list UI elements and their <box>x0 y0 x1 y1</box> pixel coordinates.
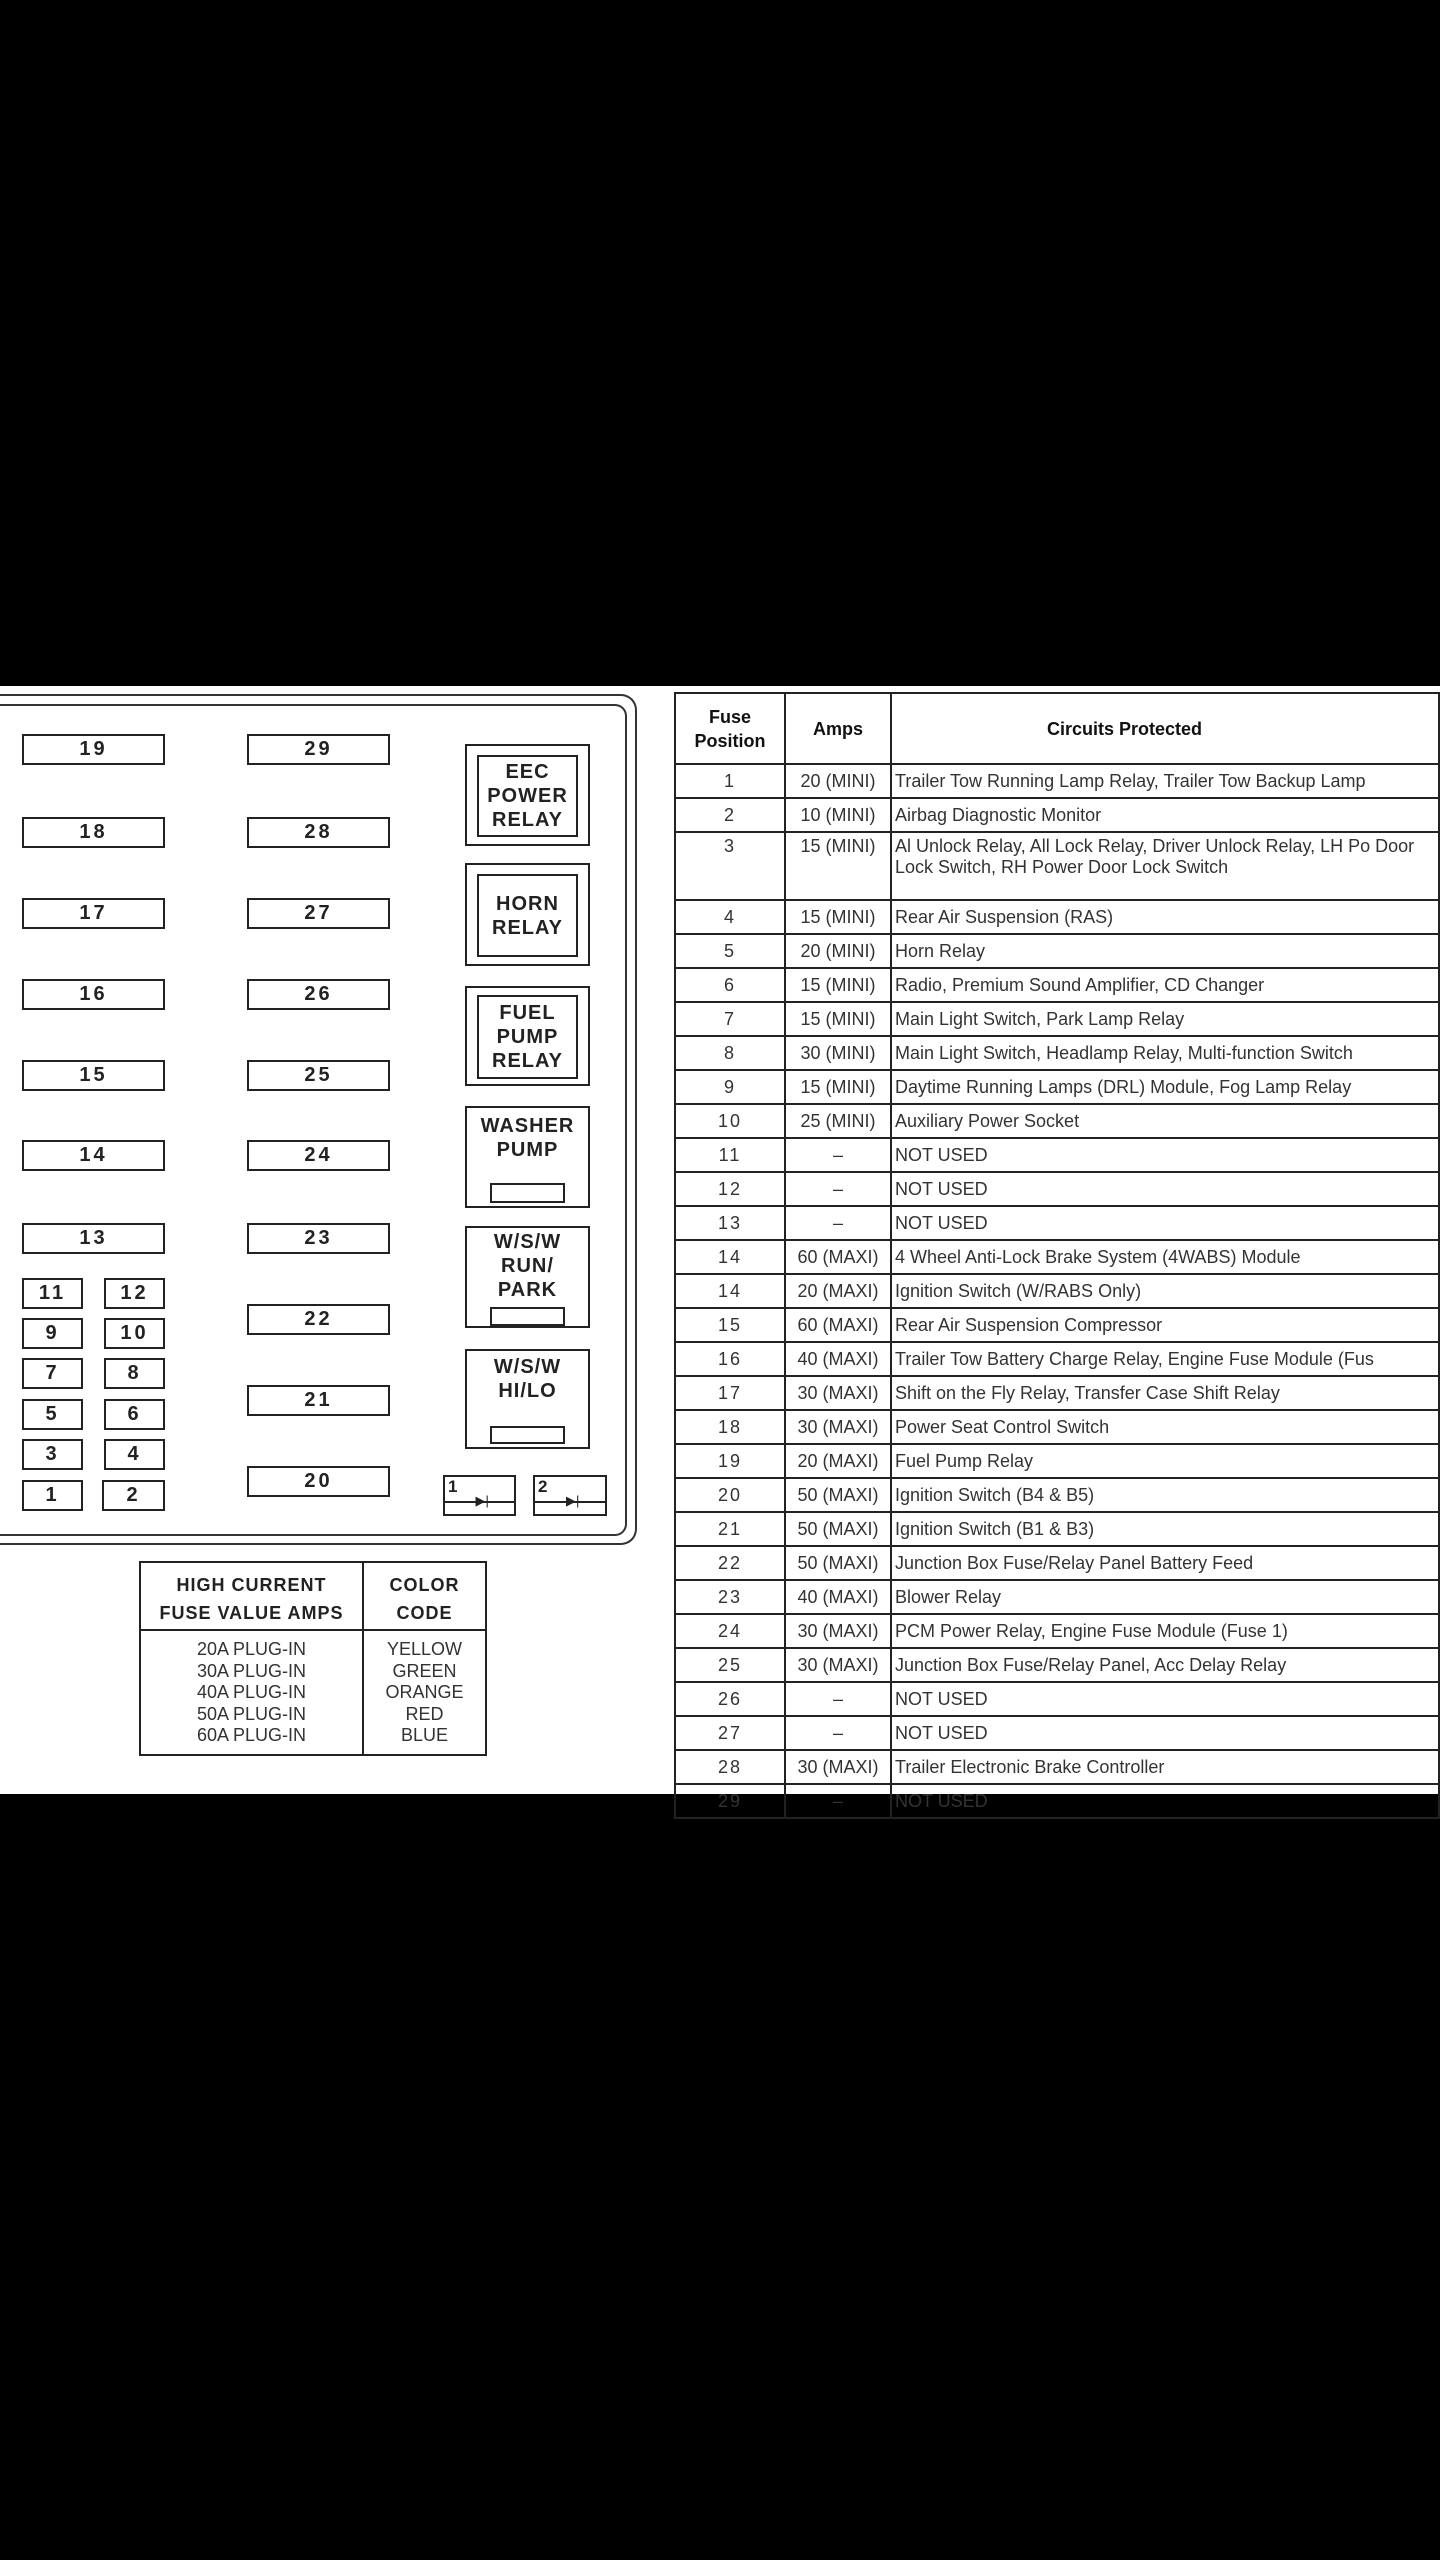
fuse-slot-25: 25 <box>247 1060 390 1091</box>
table-row <box>675 1682 1439 1716</box>
relay-label-line: HORN <box>496 892 559 915</box>
relay-label-line: PUMP <box>496 1139 559 1161</box>
legend-color: ORANGE <box>385 1682 464 1702</box>
legend-color: GREEN <box>392 1660 457 1681</box>
circuits-cell: PCM Power Relay, Engine Fuse Module (Fuse 1) <box>891 1614 1439 1648</box>
table-row <box>675 1512 1439 1546</box>
circuits-cell: NOT USED <box>891 1784 1439 1818</box>
circuits-cell: Fuel Pump Relay <box>891 1444 1439 1478</box>
table-row <box>675 1376 1439 1410</box>
table-row <box>675 798 1439 832</box>
washer-pump-relay <box>465 1106 590 1208</box>
table-row <box>675 1308 1439 1342</box>
amps-cell: 50 (MAXI) <box>785 1546 891 1580</box>
amps-cell: 15 (MINI) <box>785 1070 891 1104</box>
table-row <box>675 968 1439 1002</box>
fuse-position-cell: 18 <box>675 1410 785 1444</box>
fuse-position-cell: 2 <box>675 798 785 832</box>
fuse-position-cell: 9 <box>675 1070 785 1104</box>
relay-label-line: POWER <box>487 785 568 807</box>
fuse-position-cell: 26 <box>675 1682 785 1716</box>
fuse-slot-21: 21 <box>247 1385 390 1416</box>
circuits-cell: Rear Air Suspension Compressor <box>891 1308 1439 1342</box>
legend-header-line: HIGH CURRENT <box>176 1575 327 1595</box>
fuse-position-cell: 20 <box>675 1478 785 1512</box>
table-row <box>675 1172 1439 1206</box>
amps-cell: 40 (MAXI) <box>785 1580 891 1614</box>
amps-cell: – <box>785 1172 891 1206</box>
amps-cell: 60 (MAXI) <box>785 1240 891 1274</box>
table-row <box>675 1648 1439 1682</box>
table-row <box>675 1546 1439 1580</box>
relay-label-line: FUEL <box>499 1002 556 1024</box>
fuse-position-cell: 27 <box>675 1716 785 1750</box>
amps-cell: 30 (MAXI) <box>785 1410 891 1444</box>
amps-cell: 20 (MINI) <box>785 934 891 968</box>
amps-cell: 50 (MAXI) <box>785 1512 891 1546</box>
table-row <box>675 1206 1439 1240</box>
relay-label <box>467 1230 588 1302</box>
fuse-position-cell: 11 <box>675 1138 785 1172</box>
circuits-cell: NOT USED <box>891 1682 1439 1716</box>
amps-cell: 15 (MINI) <box>785 832 891 900</box>
wsw-run-park-relay <box>465 1226 590 1328</box>
fuse-slot-6: 6 <box>104 1399 165 1430</box>
fuse-position-cell: 29 <box>675 1784 785 1818</box>
table-row <box>675 1036 1439 1070</box>
table-row <box>675 1002 1439 1036</box>
fuse-slot-4: 4 <box>104 1439 165 1470</box>
fuse-position-cell: 25 <box>675 1648 785 1682</box>
fuse-color-legend <box>139 1561 487 1756</box>
amps-cell: 30 (MAXI) <box>785 1614 891 1648</box>
fuse-position-cell: 5 <box>675 934 785 968</box>
legend-values <box>141 1639 362 1747</box>
diode-icon: ▶| <box>565 1493 580 1508</box>
table-row <box>675 1070 1439 1104</box>
circuits-cell: 4 Wheel Anti-Lock Brake System (4WABS) Module <box>891 1240 1439 1274</box>
relay-label-line: RUN/ <box>501 1255 554 1277</box>
fuse-position-cell: 15 <box>675 1308 785 1342</box>
eec-power-relay <box>465 744 590 846</box>
fuse-position-cell: 21 <box>675 1512 785 1546</box>
circuits-cell: Main Light Switch, Park Lamp Relay <box>891 1002 1439 1036</box>
relay-label <box>477 755 578 837</box>
fuse-slot-26: 26 <box>247 979 390 1010</box>
fuse-slot-17: 17 <box>22 898 165 929</box>
legend-value: 40A PLUG-IN <box>196 1682 307 1702</box>
header-circuits: Circuits Protected <box>891 693 1439 764</box>
circuits-cell: Blower Relay <box>891 1580 1439 1614</box>
fuse-slot-8: 8 <box>104 1358 165 1389</box>
fuse-position-cell: 12 <box>675 1172 785 1206</box>
relay-label-line: RELAY <box>492 809 563 831</box>
table-row <box>675 1410 1439 1444</box>
fuse-position-cell: 1 <box>675 764 785 798</box>
legend-color: YELLOW <box>386 1639 463 1659</box>
legend-value: 20A PLUG-IN <box>196 1639 307 1659</box>
table-row <box>675 900 1439 934</box>
fuse-slot-14: 14 <box>22 1140 165 1171</box>
diode-number: 2 <box>538 1477 548 1496</box>
table-row <box>675 934 1439 968</box>
legend-color: BLUE <box>400 1725 449 1745</box>
amps-cell: – <box>785 1682 891 1716</box>
circuits-cell: Shift on the Fly Relay, Transfer Case Shift Relay <box>891 1376 1439 1410</box>
relay-label <box>467 1114 588 1162</box>
fuse-slot-23: 23 <box>247 1223 390 1254</box>
header-amps: Amps <box>785 693 891 764</box>
amps-cell: 20 (MAXI) <box>785 1274 891 1308</box>
table-row <box>675 764 1439 798</box>
relay-label-line: PUMP <box>496 1026 559 1048</box>
amps-cell: 30 (MINI) <box>785 1036 891 1070</box>
diode-number: 1 <box>448 1477 458 1496</box>
legend-header-divider <box>141 1629 485 1631</box>
circuits-cell: NOT USED <box>891 1138 1439 1172</box>
circuits-cell: Junction Box Fuse/Relay Panel, Acc Delay Relay <box>891 1648 1439 1682</box>
legend-color: RED <box>405 1703 444 1724</box>
circuits-cell: Radio, Premium Sound Amplifier, CD Changer <box>891 968 1439 1002</box>
fuse-slot-18: 18 <box>22 817 165 848</box>
legend-value: 30A PLUG-IN <box>196 1660 307 1681</box>
amps-cell: 30 (MAXI) <box>785 1376 891 1410</box>
fuse-slot-15: 15 <box>22 1060 165 1091</box>
fuse-slot-7: 7 <box>22 1358 83 1389</box>
relay-label <box>477 995 578 1079</box>
fuse-slot-10: 10 <box>104 1318 165 1349</box>
table-row <box>675 1784 1439 1818</box>
diode-2 <box>533 1475 607 1516</box>
table-row <box>675 1614 1439 1648</box>
circuits-cell: Rear Air Suspension (RAS) <box>891 900 1439 934</box>
relay-label-line: RELAY <box>492 1050 563 1072</box>
legend-header-amps <box>141 1571 362 1627</box>
circuits-cell: Trailer Tow Battery Charge Relay, Engine Fuse Module (Fus <box>891 1342 1439 1376</box>
fuse-slot-5: 5 <box>22 1399 83 1430</box>
fuse-position-cell: 3 <box>675 832 785 900</box>
relay-label <box>477 874 578 957</box>
circuits-cell: Ignition Switch (B4 & B5) <box>891 1478 1439 1512</box>
amps-cell: 30 (MAXI) <box>785 1648 891 1682</box>
legend-header-color <box>364 1571 485 1627</box>
horn-relay <box>465 863 590 966</box>
legend-colors <box>364 1639 485 1747</box>
legend-value: 50A PLUG-IN <box>196 1703 307 1724</box>
circuits-cell: Power Seat Control Switch <box>891 1410 1439 1444</box>
amps-cell: – <box>785 1206 891 1240</box>
circuits-cell: Daytime Running Lamps (DRL) Module, Fog Lamp Relay <box>891 1070 1439 1104</box>
table-row <box>675 1444 1439 1478</box>
amps-cell: 15 (MINI) <box>785 968 891 1002</box>
table-row <box>675 1104 1439 1138</box>
fuel-pump-relay <box>465 986 590 1086</box>
fuse-position-cell: 24 <box>675 1614 785 1648</box>
circuits-cell: Al Unlock Relay, All Lock Relay, Driver Unlock Relay, LH Po Door Lock Switch, RH Power Door Lock Switch <box>891 832 1439 900</box>
fuse-position-cell: 4 <box>675 900 785 934</box>
fuse-slot-2: 2 <box>102 1480 165 1511</box>
fuse-position-cell: 7 <box>675 1002 785 1036</box>
circuits-cell: Junction Box Fuse/Relay Panel Battery Feed <box>891 1546 1439 1580</box>
fuse-slot-11: 11 <box>22 1278 83 1309</box>
legend-header-line: FUSE VALUE AMPS <box>159 1603 344 1623</box>
fuse-slot-28: 28 <box>247 817 390 848</box>
fuse-slot-29: 29 <box>247 734 390 765</box>
amps-cell: 15 (MINI) <box>785 900 891 934</box>
fuse-slot-22: 22 <box>247 1304 390 1335</box>
table-header-row <box>675 693 1439 764</box>
fuse-position-cell: 28 <box>675 1750 785 1784</box>
circuits-cell: Horn Relay <box>891 934 1439 968</box>
table-row <box>675 1750 1439 1784</box>
relay-label-line: EEC <box>505 761 550 783</box>
amps-cell: 50 (MAXI) <box>785 1478 891 1512</box>
wsw-hi-lo-relay <box>465 1349 590 1449</box>
fuse-position-cell: 17 <box>675 1376 785 1410</box>
table-row <box>675 1478 1439 1512</box>
fuse-position-cell: 23 <box>675 1580 785 1614</box>
circuits-cell: NOT USED <box>891 1206 1439 1240</box>
amps-cell: 20 (MINI) <box>785 764 891 798</box>
relay-label-line: HI/LO <box>498 1380 557 1402</box>
circuits-cell: Trailer Electronic Brake Controller <box>891 1750 1439 1784</box>
table-row <box>675 1580 1439 1614</box>
fuse-slot-1: 1 <box>22 1480 83 1511</box>
fuse-slot-24: 24 <box>247 1140 390 1171</box>
fuse-slot-19: 19 <box>22 734 165 765</box>
diode-icon: ▶| <box>475 1493 489 1508</box>
table-row <box>675 1240 1439 1274</box>
circuits-cell: Main Light Switch, Headlamp Relay, Multi-function Switch <box>891 1036 1439 1070</box>
relay-label <box>467 1355 588 1403</box>
fuse-slot-20: 20 <box>247 1466 390 1497</box>
amps-cell: – <box>785 1716 891 1750</box>
fuse-position-cell: 10 <box>675 1104 785 1138</box>
fuse-slot-13: 13 <box>22 1223 165 1254</box>
legend-header-line: COLOR <box>389 1575 460 1595</box>
fuse-table <box>674 692 1440 1819</box>
amps-cell: 40 (MAXI) <box>785 1342 891 1376</box>
amps-cell: 10 (MINI) <box>785 798 891 832</box>
header-fuse-position: Fuse Position <box>675 693 785 764</box>
fuse-position-cell: 19 <box>675 1444 785 1478</box>
amps-cell: 60 (MAXI) <box>785 1308 891 1342</box>
relay-label-line: PARK <box>497 1279 558 1301</box>
relay-slot <box>490 1307 565 1326</box>
table-row <box>675 1138 1439 1172</box>
amps-cell: – <box>785 1784 891 1818</box>
fuse-position-cell: 14 <box>675 1240 785 1274</box>
circuits-cell: Ignition Switch (B1 & B3) <box>891 1512 1439 1546</box>
circuits-cell: NOT USED <box>891 1172 1439 1206</box>
table-row <box>675 832 1439 900</box>
fuse-position-cell: 13 <box>675 1206 785 1240</box>
fuse-slot-12: 12 <box>104 1278 165 1309</box>
legend-value: 60A PLUG-IN <box>196 1725 307 1745</box>
fuse-slot-27: 27 <box>247 898 390 929</box>
fuse-position-cell: 22 <box>675 1546 785 1580</box>
fuse-slot-3: 3 <box>22 1439 83 1470</box>
table-row <box>675 1342 1439 1376</box>
amps-cell: 15 (MINI) <box>785 1002 891 1036</box>
relay-label-line: W/S/W <box>493 1356 562 1378</box>
table-row <box>675 1716 1439 1750</box>
fuse-slot-16: 16 <box>22 979 165 1010</box>
relay-label-line: W/S/W <box>493 1231 562 1253</box>
relay-label-line: WASHER <box>480 1115 575 1137</box>
circuits-cell: Auxiliary Power Socket <box>891 1104 1439 1138</box>
circuits-cell: Trailer Tow Running Lamp Relay, Trailer Tow Backup Lamp <box>891 764 1439 798</box>
circuits-cell: Ignition Switch (W/RABS Only) <box>891 1274 1439 1308</box>
table-row <box>675 1274 1439 1308</box>
amps-cell: 20 (MAXI) <box>785 1444 891 1478</box>
fuse-position-cell: 8 <box>675 1036 785 1070</box>
fuse-position-cell: 16 <box>675 1342 785 1376</box>
circuits-cell: NOT USED <box>891 1716 1439 1750</box>
fuse-position-cell: 6 <box>675 968 785 1002</box>
legend-header-line: CODE <box>396 1603 453 1623</box>
fuse-position-cell: 14 <box>675 1274 785 1308</box>
relay-label-line: RELAY <box>492 916 563 939</box>
relay-slot <box>490 1426 565 1444</box>
diode-1 <box>443 1475 516 1516</box>
amps-cell: 30 (MAXI) <box>785 1750 891 1784</box>
relay-slot <box>490 1183 565 1203</box>
fuse-slot-9: 9 <box>22 1318 83 1349</box>
amps-cell: – <box>785 1138 891 1172</box>
circuits-cell: Airbag Diagnostic Monitor <box>891 798 1439 832</box>
amps-cell: 25 (MINI) <box>785 1104 891 1138</box>
